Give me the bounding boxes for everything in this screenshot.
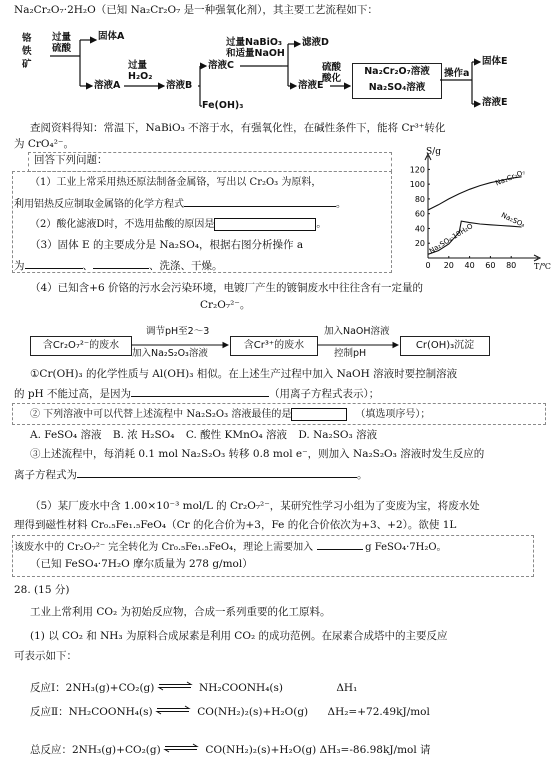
question-5-note: （已知 FeSO₄·7H₂O 摩尔质量为 278 g/mol） — [30, 558, 253, 570]
reaction-1: 反应Ⅰ：2NH₃(g)+CO₂(g) NH₂COONH₄(s) ΔH₁ — [30, 682, 358, 694]
wastewater-flow-diagram — [0, 326, 554, 362]
question-3-line2: 为 、 、洗涤、干燥。 — [14, 260, 223, 272]
question-1-line1: （1）工业上常采用热还原法制备金属铬，写出以 Cr₂O₃ 为原料， — [30, 177, 322, 188]
chart-label-na2so4-10h2o: Na₂SO₄·10H₂O — [427, 222, 475, 256]
flow-solution-e: 溶液E — [298, 80, 324, 91]
flow2-arrow2-top: 加入NaOH溶液 — [324, 326, 390, 337]
question-4-line2: Cr₂O₇²⁻。 — [200, 299, 251, 311]
flow2-arrow1-top: 调节pH至2～3 — [146, 326, 210, 337]
answer-blank-4-1[interactable] — [131, 386, 269, 397]
chart-x-tick-label: 0 — [425, 261, 431, 270]
question-4-3-line2: 离子方程式为 。 — [14, 469, 368, 481]
chart-x-label: T/℃ — [534, 262, 551, 271]
answer-title: 回答下列问题： — [34, 154, 108, 166]
flow2-box-1: 含Cr₂O₇²⁻的废水 — [30, 336, 132, 356]
question-4-1-line2: 的 pH 不能过高，是因为 （用离子方程式表示）； — [14, 388, 380, 400]
flow2-arrows — [0, 326, 554, 362]
chart-label-na2so4: Na₂SO₄ — [499, 211, 527, 230]
question-5-line2: 理得到磁性材料 Cr₀.₅Fe₁.₅FeO₄（Cr 的化合价为+3，Fe 的化合价依次为+3、+2）。欲使 1L — [14, 519, 457, 531]
chart-y-label: S/g — [426, 147, 441, 157]
answer-blank-5[interactable] — [317, 539, 363, 550]
chart-y-tick-label: 20 — [414, 239, 425, 249]
chart-x-tick-label: 20 — [443, 261, 454, 270]
flow-operation-a: 操作a — [444, 68, 470, 79]
option-a[interactable]: A. FeSO₄ 溶液 — [30, 429, 102, 441]
flow-solid-a: 固体A — [98, 31, 125, 42]
chart-y-tick-label: 40 — [414, 224, 425, 234]
flow-solution-b: 溶液B — [166, 80, 193, 91]
chart-y-tick-label: 100 — [409, 180, 425, 190]
question-4-1-line1: ①Cr(OH)₃ 的化学性质与 Al(OH)₃ 相似。在上述生产过程中加入 NaOH 溶液时要控制溶液 — [30, 368, 458, 380]
flow-step4-reagent: 硫酸 酸化 — [322, 62, 342, 84]
flow-feoh3: Fe(OH)₃ — [202, 100, 244, 111]
lookup-text: 查阅资料得知：常温下，NaBiO₃ 不溶于水，有强氧化性，在碱性条件下，能将 Cr³⁺转化 — [30, 122, 446, 134]
lookup-text-2: 为 CrO₄²⁻。 — [14, 138, 74, 150]
chart-x-tick-label: 80 — [506, 261, 517, 270]
option-c[interactable]: C. 酸性 KMnO₄ 溶液 — [185, 429, 288, 441]
flow-step3-reagent: 过量NaBiO₃ 和适量NaOH — [226, 37, 285, 59]
answer-box-4-2[interactable] — [291, 408, 347, 421]
answer-blank-3a[interactable] — [25, 258, 83, 269]
question-28-1-line1: (1) 以 CO₂ 和 NH₃ 为原料合成尿素是利用 CO₂ 的成功范例。在尿素合成塔中的主要反应 — [30, 630, 448, 642]
question-3-line1: （3）固体 E 的主要成分是 Na₂SO₄，根据右图分析操作 a — [30, 239, 304, 251]
flow-solution-a: 溶液A — [94, 80, 121, 91]
question-28-title: 28. (15 分) — [14, 584, 70, 596]
equilibrium-arrow-icon — [158, 682, 196, 695]
equilibrium-arrow-icon — [156, 706, 194, 719]
chart-y-tick-label: 60 — [414, 209, 425, 219]
flow-solid-e: 固体E — [482, 56, 508, 67]
flow2-box-2: 含Cr³⁺的废水 — [230, 336, 318, 356]
flow-solution-c: 溶液C — [208, 60, 234, 71]
option-b[interactable]: B. 浓 H₂SO₄ — [112, 429, 175, 441]
flow-filtrate-d: 滤液D — [302, 37, 329, 48]
flow-solution-e2: 溶液E — [482, 97, 508, 108]
flow2-arrow1-bottom: 加入Na₂S₂O₃溶液 — [132, 348, 208, 359]
chart-x-tick-label: 60 — [485, 261, 496, 270]
intro-text: Na₂Cr₂O₇·2H₂O（已知 Na₂Cr₂O₇ 是一种强氧化剂），其主要工艺流程如下： — [14, 4, 378, 16]
solubility-chart — [398, 146, 551, 272]
answer-blank-4-3[interactable] — [77, 467, 357, 478]
flow-step1-reagent: 过量 硫酸 — [52, 32, 72, 54]
options-row — [30, 429, 377, 442]
flow2-arrow2-bottom: 控制pH — [334, 348, 367, 359]
reaction-2: 反应Ⅱ：NH₂COONH₄(s) CO(NH₂)₂(s)+H₂O(g) ΔH₂=+72.49kJ/mol — [30, 706, 430, 718]
question-5-line3: 该废水中的 Cr₂O₇²⁻ 完全转化为 Cr₀.₅Fe₁.₅FeO₄，理论上需要加入 g FeSO₄·7H₂O。 — [14, 539, 447, 555]
answer-blank-1[interactable] — [184, 196, 336, 207]
question-5-line1: （5）某厂废水中含 1.00×10⁻³ mol/L 的 Cr₂O₇²⁻，某研究性学习小组为了变废为宝，将废水处 — [30, 500, 480, 512]
flow-start-label: 铬 铁 矿 — [22, 33, 32, 70]
flow-mixture-box: Na₂Cr₂O₇溶液 Na₂SO₄溶液 — [352, 63, 442, 99]
question-4-2: ② 下列溶液中可以代替上述流程中 Na₂S₂O₃ 溶液最佳的是 （填选项序号）； — [30, 409, 431, 420]
question-4-line1: （4）已知含+6 价铬的污水会污染环境，电镀厂产生的镀铜废水中往往含有一定量的 — [30, 282, 423, 294]
flow-step2-reagent: 过量 H₂O₂ — [128, 60, 153, 82]
process-flow-diagram — [0, 0, 554, 120]
chart-series-line-1 — [428, 221, 522, 254]
question-4-3-line1: ③上述流程中，每消耗 0.1 mol Na₂S₂O₃ 转移 0.8 mol e⁻，则加入 Na₂S₂O₃ 溶液时发生反应的 — [30, 448, 485, 460]
flow-arrows — [0, 0, 554, 120]
question-28-intro: 工业上常利用 CO₂ 为初始反应物，合成一系列重要的化工原料。 — [30, 606, 331, 618]
chart-y-tick-label: 120 — [409, 165, 425, 175]
option-d[interactable]: D. Na₂SO₃ 溶液 — [298, 429, 378, 441]
chart-label-na2cr2o7: Na₂Cr₂O₇ — [494, 168, 527, 188]
equilibrium-arrow-icon — [164, 744, 202, 757]
answer-blank-3b[interactable] — [93, 258, 149, 269]
chart-x-tick-label: 40 — [464, 261, 475, 270]
question-28-1-line2: 可表示如下： — [14, 650, 77, 662]
question-1-line2: 利用铝热反应制取金属铬的化学方程式 。 — [14, 196, 346, 212]
question-2: （2）酸化滤液D时，不选用盐酸的原因是 。 — [30, 219, 327, 230]
flow2-box-3: Cr(OH)₃沉淀 — [400, 336, 490, 356]
reaction-total: 总反应：2NH₃(g)+CO₂(g) CO(NH₂)₂(s)+H₂O(g) ΔH₃=-86.98kJ/mol 请 — [30, 744, 431, 756]
chart-y-tick-label: 80 — [414, 194, 425, 204]
answer-box-2[interactable] — [214, 218, 316, 231]
